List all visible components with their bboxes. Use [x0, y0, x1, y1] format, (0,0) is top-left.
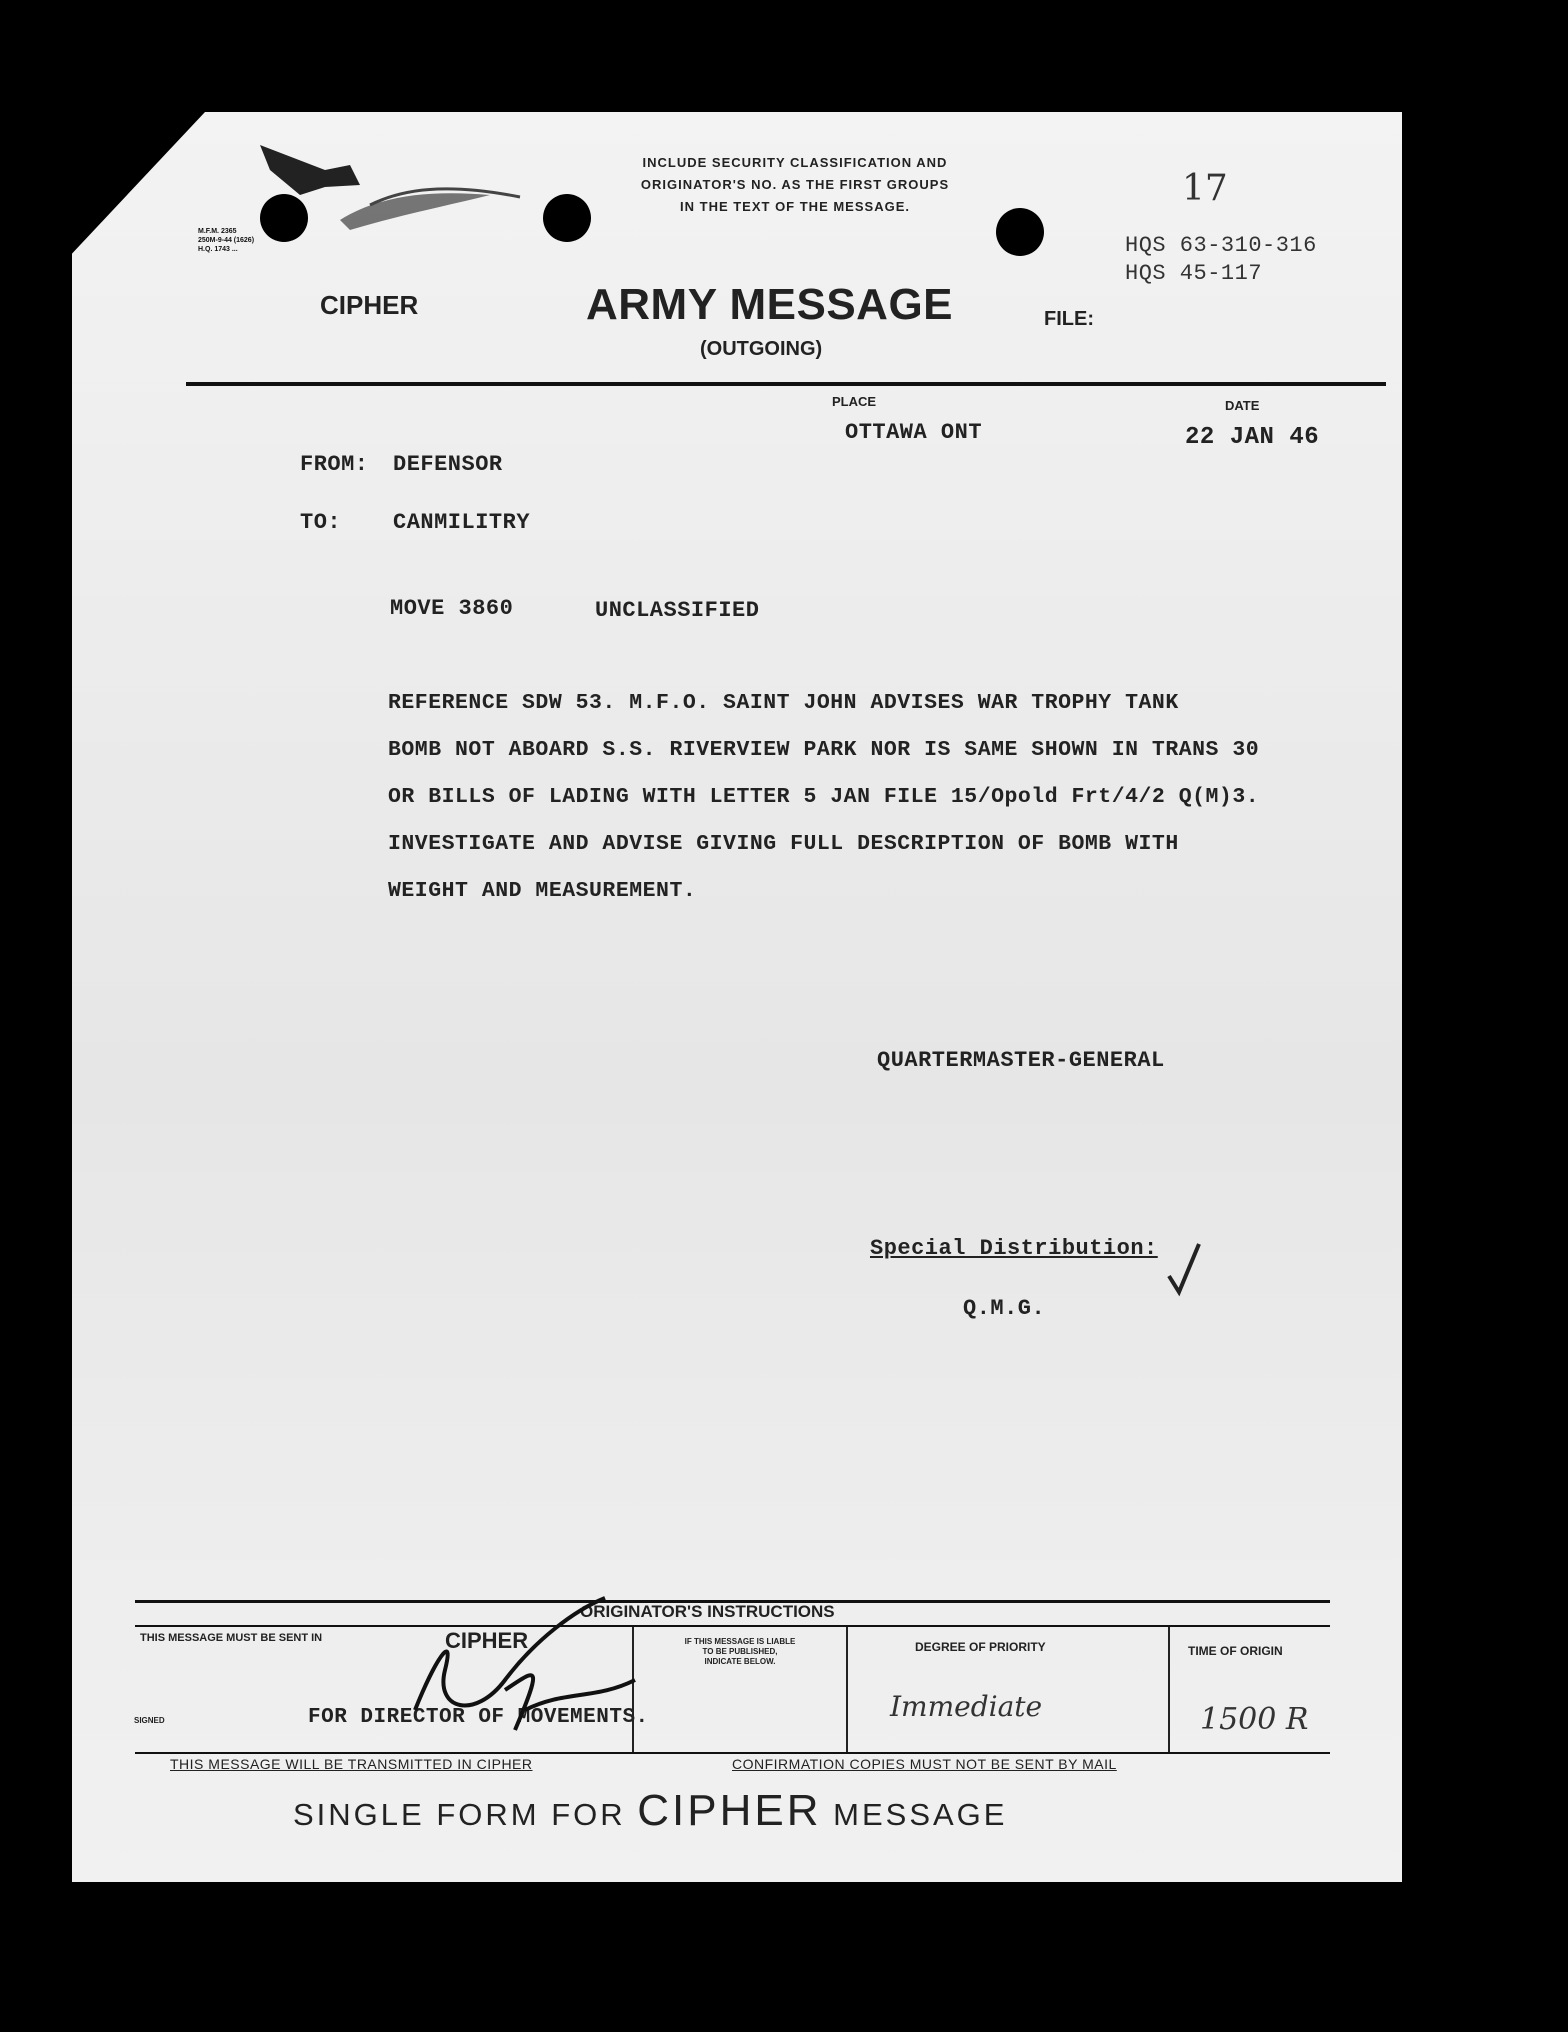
confirm-note: CONFIRMATION COPIES MUST NOT BE SENT BY MAIL	[732, 1756, 1117, 1772]
distribution-label: Special Distribution:	[870, 1236, 1158, 1261]
transmit-note: THIS MESSAGE WILL BE TRANSMITTED IN CIPHER	[170, 1756, 533, 1772]
check-mark-icon	[1165, 1240, 1205, 1300]
handwritten-signature	[395, 1590, 655, 1740]
priority-value: Immediate	[890, 1690, 1043, 1723]
page-subtitle: (OUTGOING)	[700, 338, 823, 360]
signed-by: FOR DIRECTOR OF MOVEMENTS.	[308, 1706, 649, 1729]
column-divider	[846, 1627, 848, 1752]
from-label: FROM:	[300, 452, 369, 477]
must-be-sent-label: THIS MESSAGE MUST BE SENT IN	[140, 1632, 323, 1644]
priority-label: DEGREE OF PRIORITY	[915, 1640, 1046, 1654]
file-references: HQS 63-310-316 HQS 45-117	[1125, 233, 1317, 286]
publication-note: IF THIS MESSAGE IS LIABLE TO BE PUBLISHED, INDICATE BELOW.	[684, 1637, 796, 1666]
body-line: INVESTIGATE AND ADVISE GIVING FULL DESCRIPTION OF BOMB WITH	[388, 832, 1179, 856]
header-divider	[186, 382, 1386, 386]
to-label: TO:	[300, 510, 342, 535]
form-code: M.F.M. 2365 250M-9-44 (1626) H.Q. 1743 ...	[198, 228, 255, 253]
page-number: 17	[1182, 168, 1228, 209]
column-divider	[1168, 1627, 1170, 1752]
cipher-word: CIPHER	[445, 1628, 529, 1653]
origin-label: TIME OF ORIGIN	[1188, 1644, 1283, 1658]
message-body	[388, 680, 1259, 915]
signed-label: SIGNED	[134, 1716, 165, 1725]
signature-block: QUARTERMASTER-GENERAL	[877, 1048, 1165, 1073]
scribble-mark-icon	[230, 125, 530, 245]
distribution-value: Q.M.G.	[963, 1296, 1046, 1321]
classification: UNCLASSIFIED	[595, 598, 760, 623]
form-title: SINGLE FORM FOR CIPHER MESSAGE	[293, 1786, 1008, 1835]
cipher-label: CIPHER	[320, 290, 419, 320]
header-instruction: INCLUDE SECURITY CLASSIFICATION AND ORIGINATOR'S NO. AS THE FIRST GROUPS IN THE TEXT OF THE MESSAGE.	[640, 155, 950, 214]
file-label: FILE:	[1044, 308, 1094, 330]
body-line: WEIGHT AND MEASUREMENT.	[388, 879, 697, 903]
origin-value: 1500 R	[1200, 1702, 1309, 1737]
body-line: OR BILLS OF LADING WITH LETTER 5 JAN FILE 15/Opold Frt/4/2 Q(M)3.	[388, 785, 1260, 809]
date-label: DATE	[1225, 398, 1260, 413]
punch-hole	[543, 194, 591, 242]
to-value: CANMILITRY	[393, 510, 531, 535]
body-line: REFERENCE SDW 53. M.F.O. SAINT JOHN ADVISES WAR TROPHY TANK	[388, 691, 1179, 715]
footer-header-rule	[135, 1625, 1330, 1627]
originator-instructions-title: ORIGINATOR'S INSTRUCTIONS	[580, 1602, 835, 1621]
date-value: 22 JAN 46	[1185, 424, 1320, 451]
page-title: ARMY MESSAGE	[586, 280, 954, 329]
from-value: DEFENSOR	[393, 452, 503, 477]
place-value: OTTAWA ONT	[845, 420, 983, 445]
footer-bottom-rule	[135, 1752, 1330, 1754]
place-label: PLACE	[832, 394, 877, 409]
move-number: MOVE 3860	[390, 596, 514, 621]
body-line: BOMB NOT ABOARD S.S. RIVERVIEW PARK NOR IS SAME SHOWN IN TRANS 30	[388, 738, 1260, 762]
